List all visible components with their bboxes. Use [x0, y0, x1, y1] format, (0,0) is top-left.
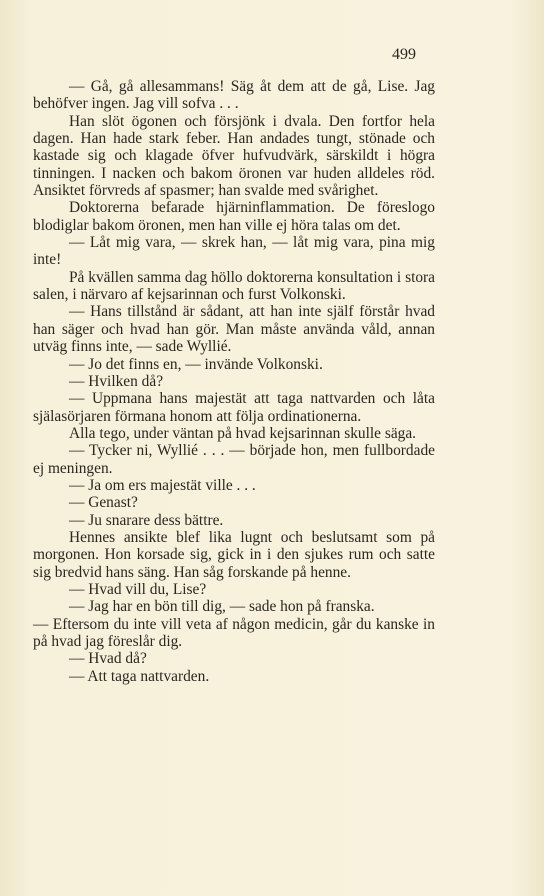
- paragraph: Hennes ansikte blef lika lugnt och beslutsamt som på morgonen. Hon korsade sig, gick in i den sjukes rum och satte sig bredvid hans säng. Han såg forskande på henne.: [33, 528, 435, 581]
- paragraph: Doktorerna befarade hjärninflammation. De föreslogo blodiglar bakom öronen, men han ville ej höra talas om det.: [33, 199, 435, 234]
- paragraph: — Hvad då?: [69, 650, 147, 668]
- paragraph: — Genast?: [69, 494, 138, 512]
- paragraph: Alla tego, under väntan på hvad kejsarinnan skulle säga.: [69, 424, 417, 442]
- paragraph: — Låt mig vara, — skrek han, — låt mig vara, pina mig inte!: [33, 234, 435, 269]
- paragraph: — Hvad vill du, Lise?: [69, 580, 207, 598]
- paragraph: — Ja om ers majestät ville . . .: [69, 476, 256, 494]
- paragraph: — Att taga nattvarden.: [69, 667, 210, 685]
- paragraph: — Jo det finns en, — invände Volkonski.: [69, 355, 323, 373]
- paragraph: — Hvilken då?: [69, 372, 164, 390]
- paragraph: — Ju snarare dess bättre.: [69, 511, 224, 529]
- paragraph: — Tycker ni, Wyllié . . . — började hon, men fullbordade ej meningen.: [33, 442, 435, 477]
- body-text: [33, 78, 435, 685]
- paragraph: Han slöt ögonen och försjönk i dvala. Den fortfor hela dagen. Han hade stark feber. Han andades tungt, stönade och kastade sig och klagade öfver hufvudvärk, särskildt i högra tinningen. I nacken och bakom öronen var huden alldeles röd. Ansiktet förvreds af spasmer; han svalde med svårighet.: [33, 112, 435, 200]
- paragraph: — Jag har en bön till dig, — sade hon på franska.: [69, 598, 375, 616]
- paragraph: På kvällen samma dag höllo doktorerna konsultation i stora salen, i närvaro af kejsarinnan och furst Volkonski.: [33, 268, 435, 304]
- paragraph: — Uppmana hans majestät att taga nattvarden och låta själasörjaren förmana honom att följa ordinationerna.: [33, 390, 435, 425]
- page-number: 499: [392, 46, 416, 63]
- paragraph: — Eftersom du inte vill veta af någon medicin, går du kanske in på hvad jag föreslår dig.: [33, 615, 435, 650]
- paragraph: — Hans tillstånd är sådant, att han inte själf förstår hvad han säger och hvad han gör. Man måste använda våld, annan utväg finns inte, — sade Wyllié.: [33, 303, 435, 356]
- paragraph: — Gå, gå allesammans! Säg åt dem att de gå, Lise. Jag behöfver ingen. Jag vill sofva . . .: [33, 78, 435, 113]
